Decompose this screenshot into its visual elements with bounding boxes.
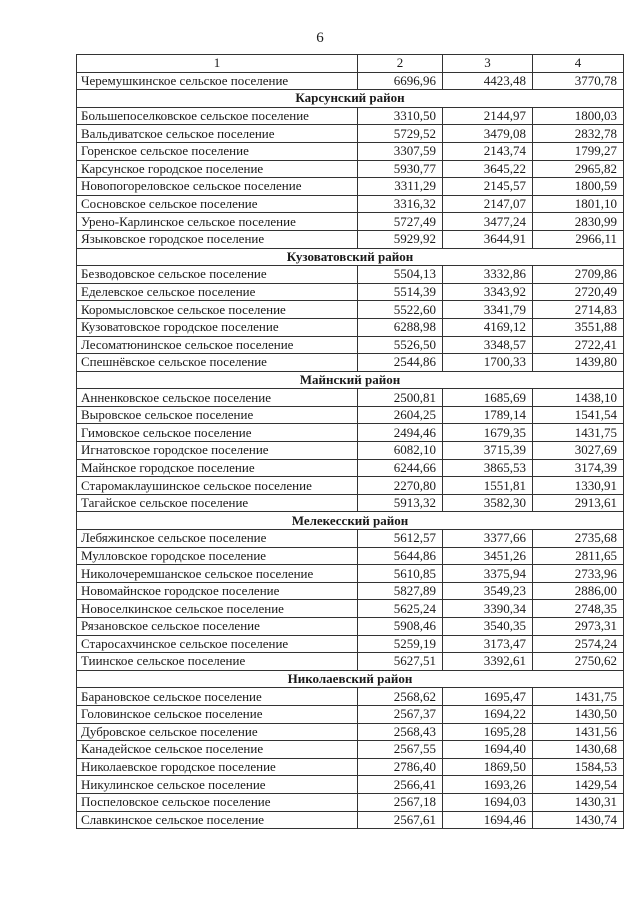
- table-row: [77, 688, 624, 706]
- value-cell-col3: 3479,08: [443, 125, 533, 143]
- value-cell-col4: 1431,56: [533, 723, 624, 741]
- value-cell-col3: 1694,03: [443, 793, 533, 811]
- value-cell-col3: 3477,24: [443, 213, 533, 231]
- value-cell-col4: 2811,65: [533, 547, 624, 565]
- value-cell-col3: 1694,46: [443, 811, 533, 829]
- value-cell-col3: 3343,92: [443, 283, 533, 301]
- table-row: [77, 318, 624, 336]
- value-cell-col2: 5522,60: [358, 301, 443, 319]
- settlement-name-cell: Игнатовское городское поселение: [77, 442, 358, 460]
- value-cell-col3: 3540,35: [443, 618, 533, 636]
- value-cell-col4: 1799,27: [533, 142, 624, 160]
- settlement-name-cell: Тагайское сельское поселение: [77, 494, 358, 512]
- value-cell-col3: 2143,74: [443, 142, 533, 160]
- value-cell-col4: 2913,61: [533, 494, 624, 512]
- table-row: [77, 741, 624, 759]
- settlement-name-cell: Кузоватовское городское поселение: [77, 318, 358, 336]
- value-cell-col4: 1801,10: [533, 195, 624, 213]
- header-cell: 3: [443, 55, 533, 73]
- settlement-name-cell: Коромысловское сельское поселение: [77, 301, 358, 319]
- settlement-name-cell: Вальдиватское сельское поселение: [77, 125, 358, 143]
- district-heading-row: [77, 371, 624, 389]
- value-cell-col3: 1700,33: [443, 354, 533, 372]
- value-cell-col3: 1694,40: [443, 741, 533, 759]
- table-row: [77, 811, 624, 829]
- value-cell-col2: 3316,32: [358, 195, 443, 213]
- page-number: 6: [316, 30, 324, 46]
- header-cell: 4: [533, 55, 624, 73]
- value-cell-col3: 3341,79: [443, 301, 533, 319]
- table-row: [77, 705, 624, 723]
- table-row: [77, 142, 624, 160]
- settlement-name-cell: Барановское сельское поселение: [77, 688, 358, 706]
- value-cell-col3: 3392,61: [443, 653, 533, 671]
- value-cell-col2: 2500,81: [358, 389, 443, 407]
- value-cell-col4: 1430,50: [533, 705, 624, 723]
- value-cell-col2: 5627,51: [358, 653, 443, 671]
- table-row: [77, 776, 624, 794]
- value-cell-col2: 6244,66: [358, 459, 443, 477]
- value-cell-col4: 2709,86: [533, 266, 624, 284]
- value-cell-col2: 5612,57: [358, 530, 443, 548]
- settlement-name-cell: Гимовское сельское поселение: [77, 424, 358, 442]
- value-cell-col3: 1694,22: [443, 705, 533, 723]
- table-row: [77, 477, 624, 495]
- value-cell-col2: 2568,62: [358, 688, 443, 706]
- value-cell-col4: 3027,69: [533, 442, 624, 460]
- settlement-name-cell: Спешнёвское сельское поселение: [77, 354, 358, 372]
- value-cell-col3: 1551,81: [443, 477, 533, 495]
- value-cell-col4: 1430,68: [533, 741, 624, 759]
- table-row: [77, 600, 624, 618]
- value-cell-col2: 3307,59: [358, 142, 443, 160]
- value-cell-col2: 2567,61: [358, 811, 443, 829]
- table-row: [77, 793, 624, 811]
- settlement-name-cell: Анненковское сельское поселение: [77, 389, 358, 407]
- table-row: [77, 160, 624, 178]
- value-cell-col3: 1869,50: [443, 758, 533, 776]
- value-cell-col3: 1695,28: [443, 723, 533, 741]
- value-cell-col3: 3390,34: [443, 600, 533, 618]
- settlement-name-cell: Лебяжинское сельское поселение: [77, 530, 358, 548]
- settlement-name-cell: Николаевское городское поселение: [77, 758, 358, 776]
- table-row: [77, 389, 624, 407]
- table-row: [77, 547, 624, 565]
- value-cell-col4: 2720,49: [533, 283, 624, 301]
- value-cell-col4: 2714,83: [533, 301, 624, 319]
- district-heading-row: [77, 670, 624, 688]
- value-cell-col4: 2965,82: [533, 160, 624, 178]
- value-cell-col2: 5929,92: [358, 230, 443, 248]
- value-cell-col3: 1789,14: [443, 406, 533, 424]
- table-row: [77, 336, 624, 354]
- table-row: [77, 354, 624, 372]
- table-row: [77, 653, 624, 671]
- value-cell-col4: 1438,10: [533, 389, 624, 407]
- value-cell-col3: 3549,23: [443, 582, 533, 600]
- table-row: [77, 424, 624, 442]
- table-row: [77, 582, 624, 600]
- table-row: [77, 195, 624, 213]
- value-cell-col4: 2722,41: [533, 336, 624, 354]
- table-row: [77, 406, 624, 424]
- value-cell-col4: 1800,59: [533, 178, 624, 196]
- value-cell-col3: 3377,66: [443, 530, 533, 548]
- district-name: Майнский район: [77, 371, 624, 389]
- value-cell-col2: 5727,49: [358, 213, 443, 231]
- district-name: Мелекесский район: [77, 512, 624, 530]
- value-cell-col2: 2494,46: [358, 424, 443, 442]
- value-cell-col4: 3770,78: [533, 72, 624, 90]
- settlement-name-cell: Горенское сельское поселение: [77, 142, 358, 160]
- settlement-name-cell: Урено-Карлинское сельское поселение: [77, 213, 358, 231]
- value-cell-col2: 2567,18: [358, 793, 443, 811]
- value-cell-col3: 1693,26: [443, 776, 533, 794]
- value-cell-col2: 2786,40: [358, 758, 443, 776]
- settlement-name-cell: Лесоматюнинское сельское поселение: [77, 336, 358, 354]
- value-cell-col3: 2144,97: [443, 107, 533, 125]
- table-row: [77, 635, 624, 653]
- value-cell-col2: 5610,85: [358, 565, 443, 583]
- value-cell-col3: 3451,26: [443, 547, 533, 565]
- value-cell-col2: 5913,32: [358, 494, 443, 512]
- value-cell-col4: 2966,11: [533, 230, 624, 248]
- table-row: [77, 72, 624, 90]
- value-cell-col3: 4169,12: [443, 318, 533, 336]
- value-cell-col2: 3310,50: [358, 107, 443, 125]
- settlement-name-cell: Головинское сельское поселение: [77, 705, 358, 723]
- settlement-name-cell: Языковское городское поселение: [77, 230, 358, 248]
- settlement-name-cell: Новоселкинское сельское поселение: [77, 600, 358, 618]
- value-cell-col2: 5526,50: [358, 336, 443, 354]
- table-row: [77, 266, 624, 284]
- settlement-name-cell: Большепоселковское сельское поселение: [77, 107, 358, 125]
- district-heading-row: [77, 248, 624, 266]
- header-cell: 2: [358, 55, 443, 73]
- value-cell-col2: 5625,24: [358, 600, 443, 618]
- table-row: [77, 459, 624, 477]
- table-row: [77, 723, 624, 741]
- value-cell-col4: 3174,39: [533, 459, 624, 477]
- value-cell-col4: 1330,91: [533, 477, 624, 495]
- value-cell-col4: 2733,96: [533, 565, 624, 583]
- value-cell-col3: 1685,69: [443, 389, 533, 407]
- value-cell-col3: 3715,39: [443, 442, 533, 460]
- value-cell-col2: 5514,39: [358, 283, 443, 301]
- table-row: [77, 530, 624, 548]
- value-cell-col3: 1695,47: [443, 688, 533, 706]
- table-body: [77, 55, 624, 829]
- table-row: [77, 213, 624, 231]
- settlement-name-cell: Сосновское сельское поселение: [77, 195, 358, 213]
- settlement-name-cell: Новомайнское городское поселение: [77, 582, 358, 600]
- value-cell-col2: 5259,19: [358, 635, 443, 653]
- table-row: [77, 283, 624, 301]
- settlement-name-cell: Карсунское городское поселение: [77, 160, 358, 178]
- district-heading-row: [77, 512, 624, 530]
- value-cell-col2: 3311,29: [358, 178, 443, 196]
- value-cell-col3: 3173,47: [443, 635, 533, 653]
- value-cell-col3: 4423,48: [443, 72, 533, 90]
- value-cell-col2: 5644,86: [358, 547, 443, 565]
- value-cell-col2: 2270,80: [358, 477, 443, 495]
- settlement-name-cell: Старомаклаушинское сельское поселение: [77, 477, 358, 495]
- value-cell-col4: 1584,53: [533, 758, 624, 776]
- settlement-name-cell: Майнское городское поселение: [77, 459, 358, 477]
- value-cell-col2: 5729,52: [358, 125, 443, 143]
- value-cell-col3: 3332,86: [443, 266, 533, 284]
- settlement-name-cell: Славкинское сельское поселение: [77, 811, 358, 829]
- value-cell-col4: 2750,62: [533, 653, 624, 671]
- value-cell-col4: 1541,54: [533, 406, 624, 424]
- settlement-name-cell: Выровское сельское поселение: [77, 406, 358, 424]
- value-cell-col2: 5504,13: [358, 266, 443, 284]
- value-cell-col3: 3865,53: [443, 459, 533, 477]
- value-cell-col4: 1430,74: [533, 811, 624, 829]
- value-cell-col4: 2830,99: [533, 213, 624, 231]
- settlement-name-cell: Мулловское городское поселение: [77, 547, 358, 565]
- settlement-name-cell: Еделевское сельское поселение: [77, 283, 358, 301]
- table-row: [77, 442, 624, 460]
- value-cell-col2: 6082,10: [358, 442, 443, 460]
- settlement-name-cell: Старосахчинское сельское поселение: [77, 635, 358, 653]
- district-heading-row: [77, 90, 624, 108]
- value-cell-col2: 2567,55: [358, 741, 443, 759]
- value-cell-col2: 6288,98: [358, 318, 443, 336]
- value-cell-col3: 1679,35: [443, 424, 533, 442]
- value-cell-col4: 2735,68: [533, 530, 624, 548]
- value-cell-col4: 2886,00: [533, 582, 624, 600]
- value-cell-col4: 1431,75: [533, 424, 624, 442]
- value-cell-col4: 2748,35: [533, 600, 624, 618]
- value-cell-col3: 3645,22: [443, 160, 533, 178]
- value-cell-col4: 2832,78: [533, 125, 624, 143]
- settlement-name-cell: Никулинское сельское поселение: [77, 776, 358, 794]
- header-cell: 1: [77, 55, 358, 73]
- value-cell-col2: 2567,37: [358, 705, 443, 723]
- value-cell-col3: 3644,91: [443, 230, 533, 248]
- value-cell-col3: 3375,94: [443, 565, 533, 583]
- table-row: [77, 618, 624, 636]
- table-row: [77, 301, 624, 319]
- value-cell-col4: 1430,31: [533, 793, 624, 811]
- value-cell-col3: 3582,30: [443, 494, 533, 512]
- value-cell-col3: 2147,07: [443, 195, 533, 213]
- table-row: [77, 178, 624, 196]
- district-name: Карсунский район: [77, 90, 624, 108]
- district-name: Николаевский район: [77, 670, 624, 688]
- settlement-name-cell: Николочеремшанское сельское поселение: [77, 565, 358, 583]
- value-cell-col2: 5827,89: [358, 582, 443, 600]
- value-cell-col4: 1439,80: [533, 354, 624, 372]
- settlement-name-cell: Поспеловское сельское поселение: [77, 793, 358, 811]
- value-cell-col4: 2973,31: [533, 618, 624, 636]
- value-cell-col2: 2568,43: [358, 723, 443, 741]
- settlement-name-cell: Безводовское сельское поселение: [77, 266, 358, 284]
- settlement-name-cell: Рязановское сельское поселение: [77, 618, 358, 636]
- table-row: [77, 758, 624, 776]
- table-row: [77, 125, 624, 143]
- table-row: [77, 230, 624, 248]
- settlement-name-cell: Канадейское сельское поселение: [77, 741, 358, 759]
- value-cell-col4: 3551,88: [533, 318, 624, 336]
- settlement-name-cell: Дубровское сельское поселение: [77, 723, 358, 741]
- value-cell-col2: 6696,96: [358, 72, 443, 90]
- value-cell-col3: 2145,57: [443, 178, 533, 196]
- value-cell-col3: 3348,57: [443, 336, 533, 354]
- district-name: Кузоватовский район: [77, 248, 624, 266]
- table-row: [77, 107, 624, 125]
- value-cell-col2: 5908,46: [358, 618, 443, 636]
- value-cell-col2: 5930,77: [358, 160, 443, 178]
- settlement-name-cell: Тиинское сельское поселение: [77, 653, 358, 671]
- value-cell-col2: 2566,41: [358, 776, 443, 794]
- value-cell-col4: 2574,24: [533, 635, 624, 653]
- settlement-name-cell: Новопогореловское сельское поселение: [77, 178, 358, 196]
- table-row: [77, 565, 624, 583]
- table-row: [77, 494, 624, 512]
- value-cell-col4: 1431,75: [533, 688, 624, 706]
- value-cell-col4: 1429,54: [533, 776, 624, 794]
- header-row: [77, 55, 624, 73]
- value-cell-col4: 1800,03: [533, 107, 624, 125]
- value-cell-col2: 2604,25: [358, 406, 443, 424]
- settlement-name-cell: Черемушкинское сельское поселение: [77, 72, 358, 90]
- value-cell-col2: 2544,86: [358, 354, 443, 372]
- settlements-table: [76, 54, 624, 829]
